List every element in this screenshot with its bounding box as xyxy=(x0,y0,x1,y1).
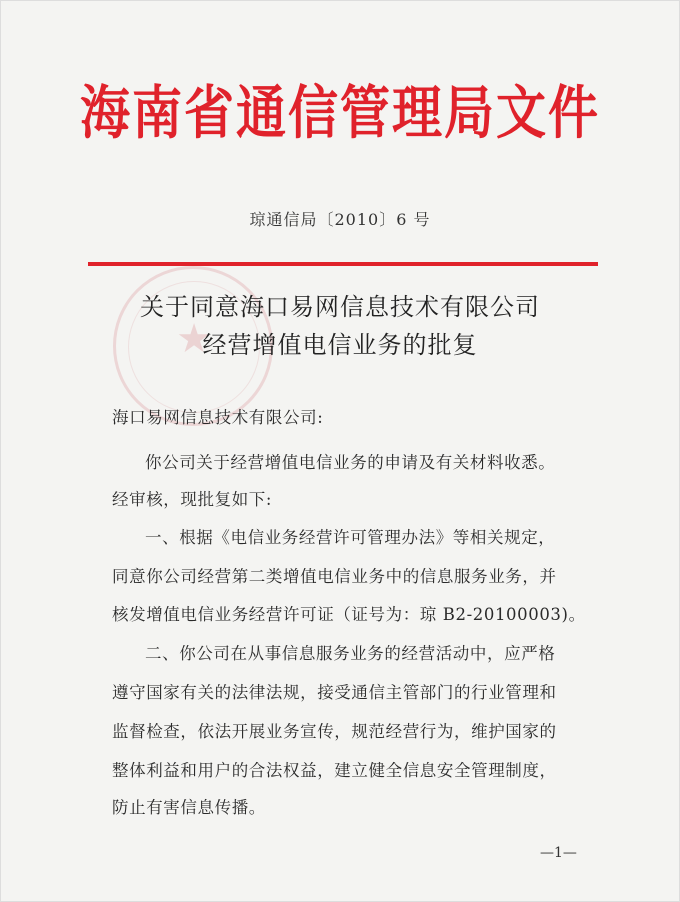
body-line: 防止有害信息传播。 xyxy=(112,798,266,817)
body-line: 核发增值电信业务经营许可证（证号为：琼 B2-20100003)。 xyxy=(112,605,586,624)
document-header-title: 海南省通信管理局文件 xyxy=(80,78,600,147)
body-line: 整体利益和用户的合法权益，建立健全信息安全管理制度， xyxy=(112,761,557,780)
seal-star-icon: ★ xyxy=(176,316,212,362)
salutation: 海口易网信息技术有限公司: xyxy=(112,408,324,427)
body-line: 一、根据《电信业务经营许可管理办法》等相关规定， xyxy=(145,528,556,547)
page-number: —1— xyxy=(540,845,577,861)
document-number: 琼通信局〔2010〕6 号 xyxy=(249,210,431,229)
body-line: 遵守国家有关的法律法规，接受通信主管部门的行业管理和 xyxy=(112,683,557,702)
red-divider-line xyxy=(88,262,598,266)
body-line: 同意你公司经营第二类增值电信业务中的信息服务业务，并 xyxy=(112,567,557,586)
reply-title-line-2: 经营增值电信业务的批复 xyxy=(202,331,478,359)
body-line: 你公司关于经营增值电信业务的申请及有关材料收悉。 xyxy=(145,453,556,472)
body-line: 二、你公司在从事信息服务业务的经营活动中，应严格 xyxy=(145,644,556,663)
body-line: 监督检查，依法开展业务宣传，规范经营行为，维护国家的 xyxy=(112,722,557,741)
reply-title-line-1: 关于同意海口易网信息技术有限公司 xyxy=(140,293,540,321)
body-line: 经审核，现批复如下: xyxy=(112,490,273,509)
